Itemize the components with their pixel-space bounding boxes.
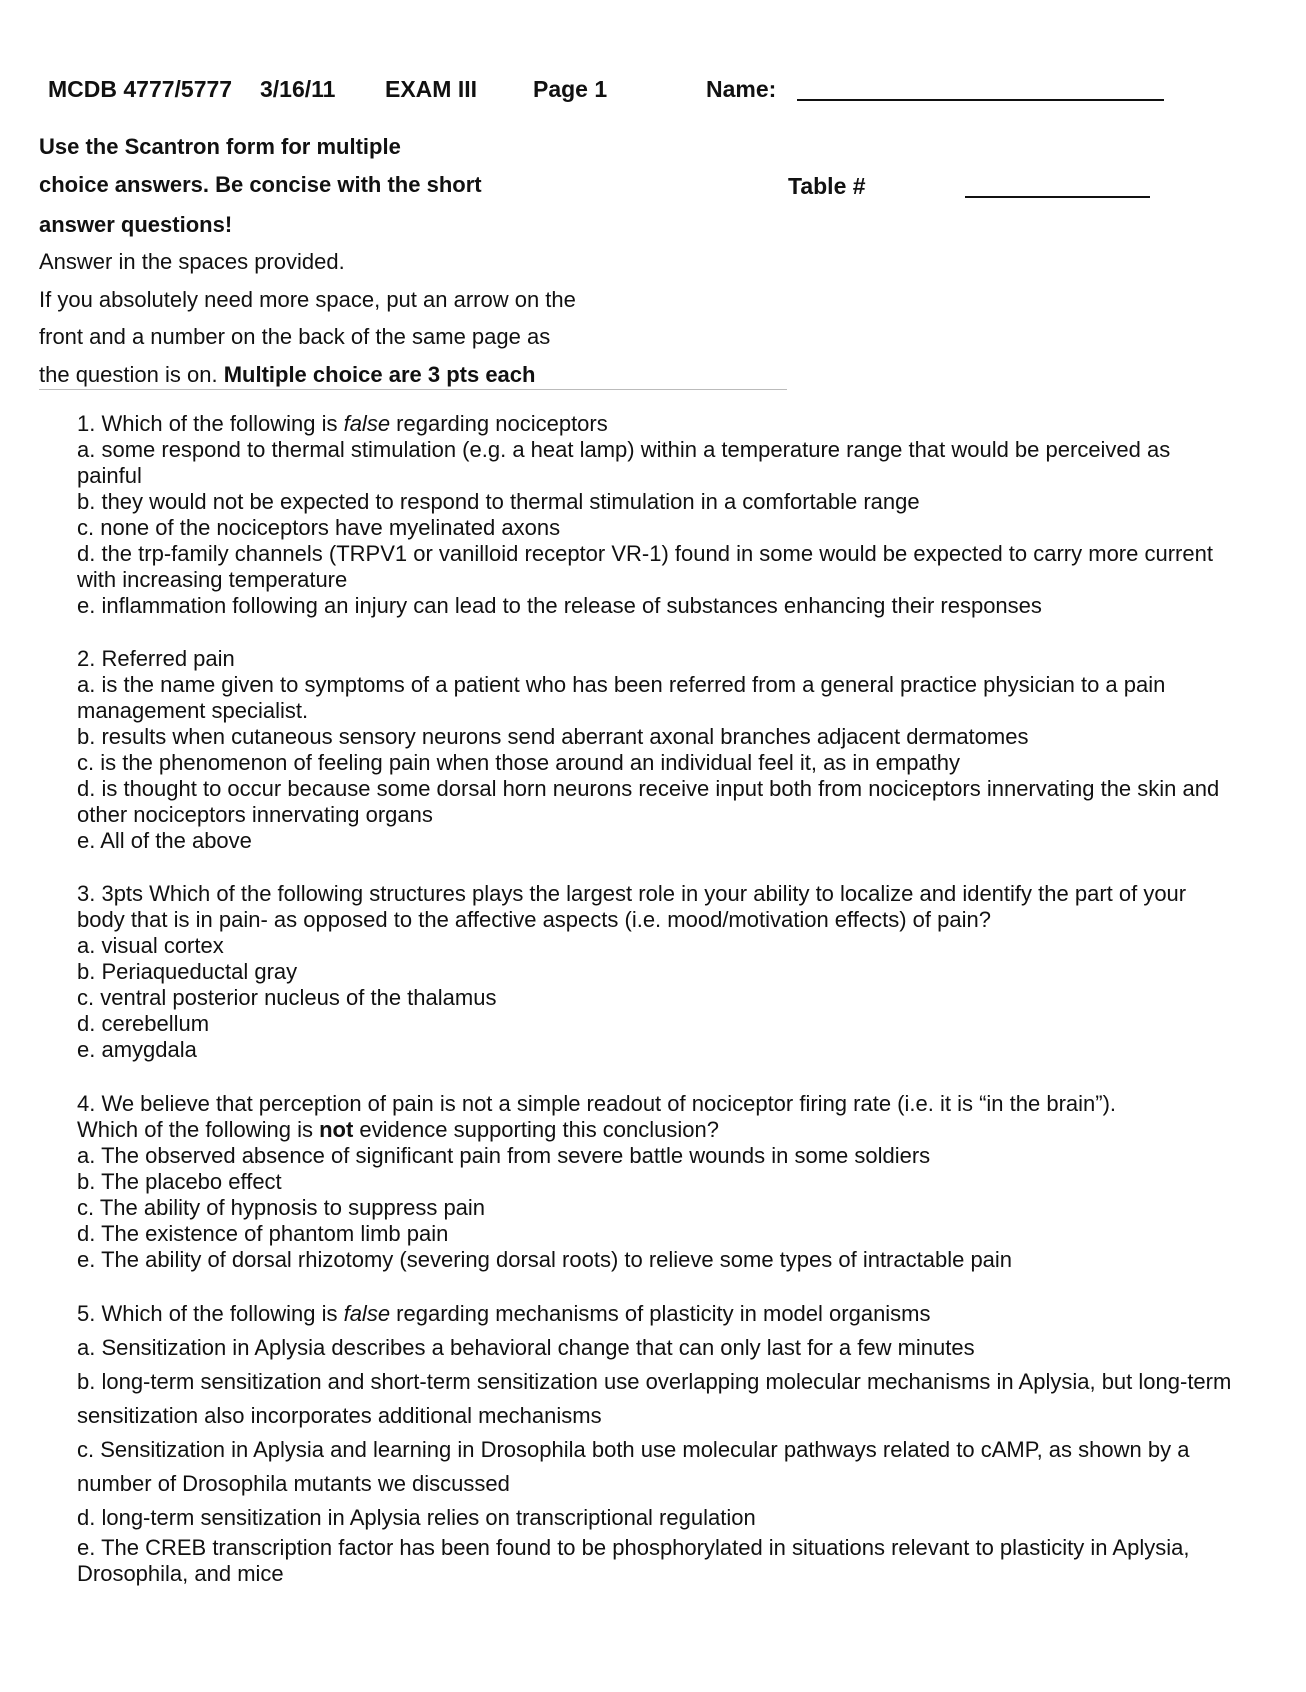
question-3-stem: 3. 3pts Which of the following structures plays the largest role in your ability to localize and identify the part of your body that is in pain- as opposed to the affective aspects (i.e. mood/motivation effects) of pain?: [77, 881, 1187, 932]
option-c[interactable]: c. ventral posterior nucleus of the thalamus: [77, 985, 497, 1010]
stem-text: evidence supporting this conclusion?: [353, 1117, 719, 1142]
instructions-line-5: If you absolutely need more space, put an arrow on the: [39, 287, 576, 312]
name-blank[interactable]: [797, 99, 1164, 101]
question-1: [77, 411, 1237, 619]
table-number-blank[interactable]: [965, 196, 1150, 198]
instructions-line-2: choice answers. Be concise with the short: [39, 172, 482, 197]
option-b[interactable]: b. The placebo effect: [77, 1169, 282, 1194]
stem-emphasis: false: [343, 411, 391, 436]
option-d[interactable]: d. cerebellum: [77, 1011, 210, 1036]
question-5: [77, 1297, 1237, 1587]
option-d[interactable]: d. The existence of phantom limb pain: [77, 1221, 449, 1246]
instructions-line-7-text: the question is on.: [39, 362, 224, 387]
option-c[interactable]: c. Sensitization in Aplysia and learning in Drosophila both use molecular pathways related to cAMP, as shown by a number of Drosophila mutants we discussed: [77, 1437, 1190, 1496]
instructions-line-3: answer questions!: [39, 212, 233, 237]
stem-text: 5. Which of the following is: [77, 1301, 344, 1326]
option-d[interactable]: d. the trp-family channels (TRPV1 or vanilloid receptor VR-1) found in some would be expected to carry more current with increasing temperature: [77, 541, 1213, 592]
option-b[interactable]: b. they would not be expected to respond to thermal stimulation in a comfortable range: [77, 489, 920, 514]
exam-date: 3/16/11: [260, 76, 336, 102]
option-c[interactable]: c. is the phenomenon of feeling pain when those around an individual feel it, as in empathy: [77, 750, 961, 775]
page-number: Page 1: [533, 76, 608, 102]
instructions-line-7: [39, 362, 535, 388]
table-label: Table #: [788, 173, 866, 199]
question-4-stem: 4. We believe that perception of pain is not a simple readout of nociceptor firing rate (i.e. it is “in the brain”).: [77, 1091, 1117, 1116]
option-b[interactable]: b. Periaqueductal gray: [77, 959, 298, 984]
instructions-line-1: Use the Scantron form for multiple: [39, 134, 401, 159]
stem-emphasis: not: [319, 1117, 354, 1142]
option-a[interactable]: a. visual cortex: [77, 933, 224, 958]
option-a[interactable]: a. is the name given to symptoms of a patient who has been referred from a general practice physician to a pain management specialist.: [77, 672, 1166, 723]
stem-emphasis: false: [343, 1301, 391, 1326]
question-2-stem: 2. Referred pain: [77, 646, 235, 671]
question-4: [77, 1091, 1237, 1273]
stem-text: regarding nociceptors: [390, 411, 608, 436]
option-d[interactable]: d. long-term sensitization in Aplysia relies on transcriptional regulation: [77, 1505, 756, 1530]
question-4-stem-2: [77, 1117, 1237, 1143]
stem-text: regarding mechanisms of plasticity in model organisms: [390, 1301, 931, 1326]
points-note: Multiple choice are 3 pts each: [223, 362, 536, 387]
option-e[interactable]: e. amygdala: [77, 1037, 197, 1062]
option-e[interactable]: e. The CREB transcription factor has been found to be phosphorylated in situations relevant to plasticity in Aplysia, Drosophila, and mice: [77, 1535, 1190, 1586]
question-2: [77, 646, 1237, 854]
stem-text: Which of the following is: [77, 1117, 320, 1142]
option-a[interactable]: a. some respond to thermal stimulation (e.g. a heat lamp) within a temperature range that would be perceived as painful: [77, 437, 1171, 488]
option-d[interactable]: d. is thought to occur because some dorsal horn neurons receive input both from nociceptors innervating the skin and other nociceptors innervating organs: [77, 776, 1220, 827]
option-a[interactable]: a. The observed absence of significant pain from severe battle wounds in some soldiers: [77, 1143, 931, 1168]
option-c[interactable]: c. The ability of hypnosis to suppress pain: [77, 1195, 486, 1220]
instructions-line-4: Answer in the spaces provided.: [39, 249, 345, 274]
course-code: MCDB 4777/5777: [48, 76, 233, 102]
option-e[interactable]: e. inflammation following an injury can lead to the release of substances enhancing their responses: [77, 593, 1042, 618]
question-3: [77, 881, 1237, 1063]
instructions-line-6: front and a number on the back of the same page as: [39, 324, 551, 349]
divider: [39, 389, 787, 390]
question-1-stem: [77, 411, 1237, 437]
stem-text: 1. Which of the following is: [77, 411, 344, 436]
option-b[interactable]: b. long-term sensitization and short-term sensitization use overlapping molecular mechanisms in Aplysia, but long-term sensitization also incorporates additional mechanisms: [77, 1369, 1232, 1428]
option-e[interactable]: e. The ability of dorsal rhizotomy (severing dorsal roots) to relieve some types of intractable pain: [77, 1247, 1013, 1272]
option-e[interactable]: e. All of the above: [77, 828, 252, 853]
question-5-stem: [77, 1297, 1237, 1331]
option-a[interactable]: a. Sensitization in Aplysia describes a behavioral change that can only last for a few minutes: [77, 1335, 975, 1360]
name-label: Name:: [706, 76, 777, 102]
option-c[interactable]: c. none of the nociceptors have myelinated axons: [77, 515, 561, 540]
option-b[interactable]: b. results when cutaneous sensory neurons send aberrant axonal branches adjacent dermatomes: [77, 724, 1029, 749]
exam-title: EXAM III: [385, 76, 478, 102]
